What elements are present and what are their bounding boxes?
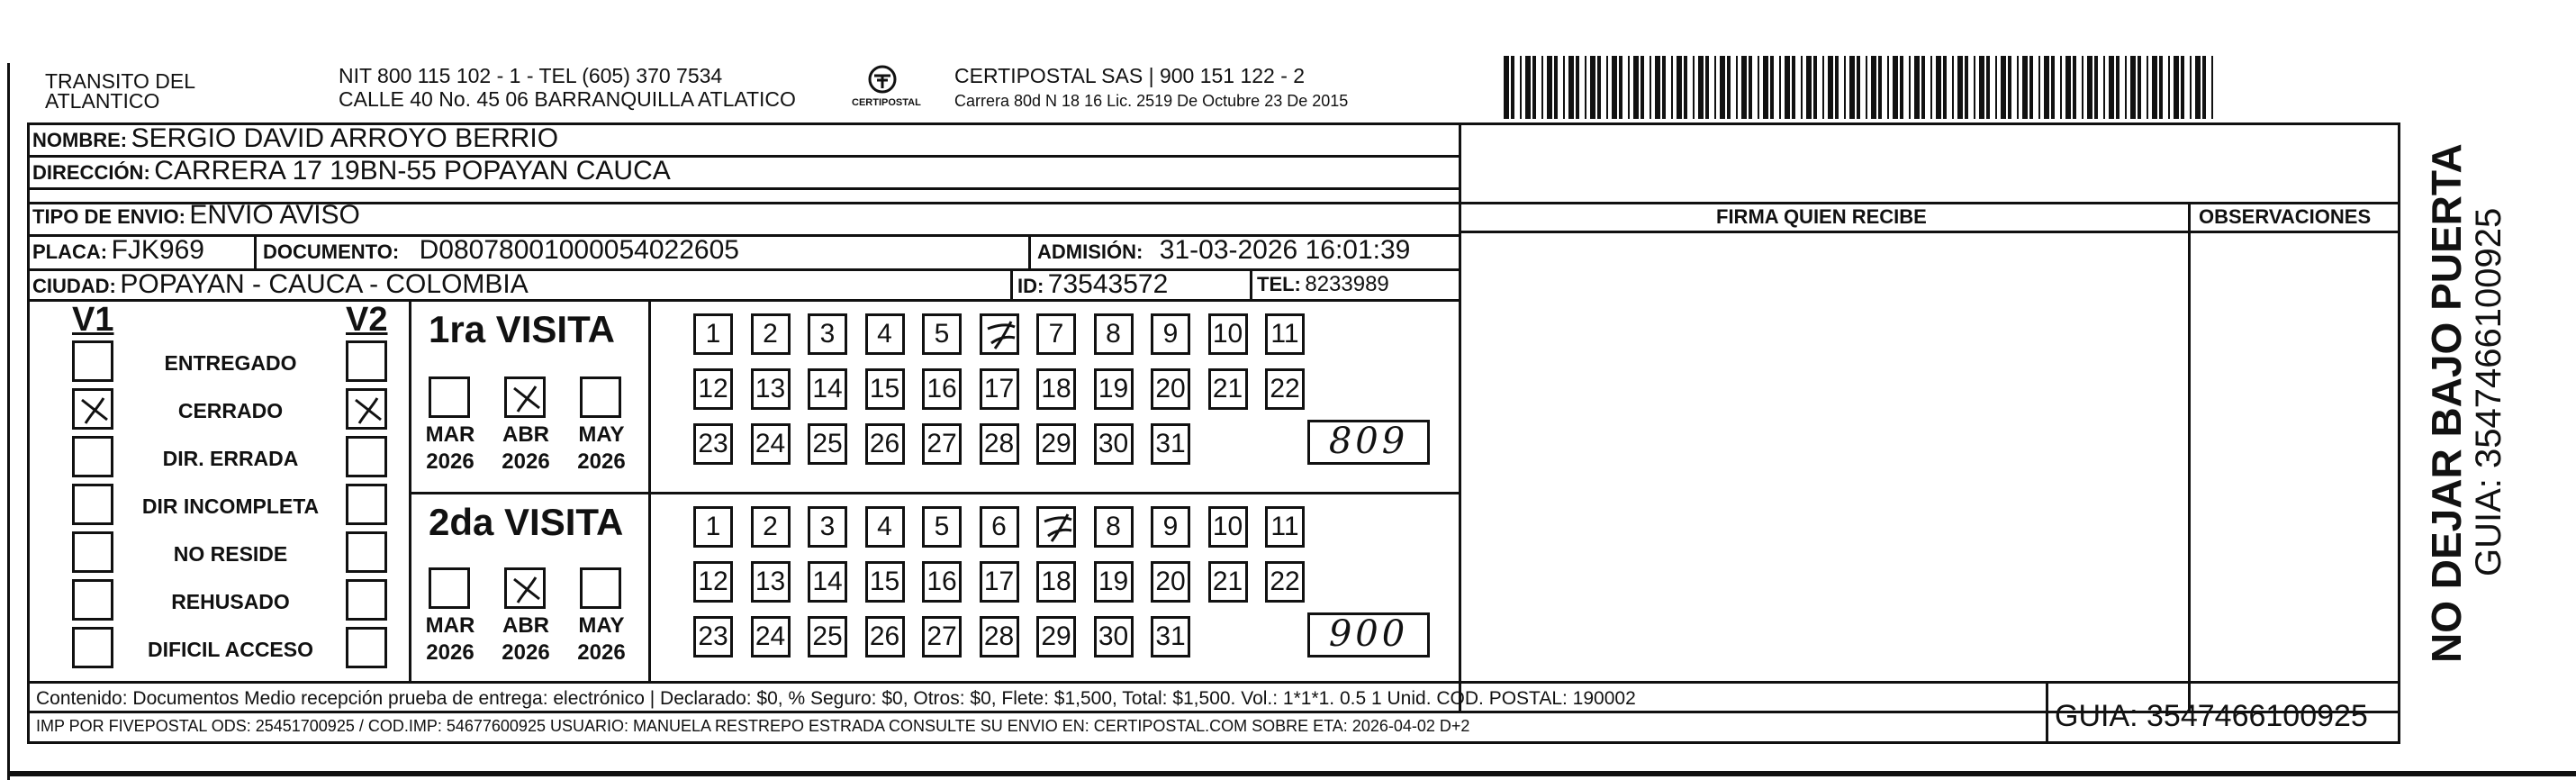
barcode-bar <box>2130 56 2136 119</box>
month-year: 2026 <box>577 449 626 474</box>
barcode-bar <box>1952 56 1954 119</box>
barcode-bar <box>1520 56 1522 119</box>
ciudad-value: POPAYAN - CAUCA - COLOMBIA <box>120 269 529 299</box>
barcode-bar <box>2138 56 2141 119</box>
tipo-value: ENVIO AVISO <box>189 200 360 230</box>
day-box: 9 <box>1151 313 1190 355</box>
day-box: 17 <box>980 561 1019 603</box>
barcode-bar <box>2159 56 2163 119</box>
barcode-bar <box>2094 56 2098 119</box>
barcode-bar <box>1677 56 1682 119</box>
documento-row <box>263 235 739 266</box>
month-year: 2026 <box>502 449 550 474</box>
day-box: 31 <box>1151 423 1190 465</box>
barcode-bar <box>1887 56 1889 119</box>
barcode-bar <box>1936 56 1941 119</box>
day-box: 30 <box>1094 616 1134 658</box>
header-company-line1: TRANSITO DEL <box>45 69 195 93</box>
barcode-bar <box>1792 56 1795 119</box>
barcode-bar <box>2001 56 2006 119</box>
day-box: 29 <box>1036 616 1076 658</box>
barcode-bar <box>1770 56 1774 119</box>
barcode-bar <box>1568 56 1574 119</box>
day-box: 12 <box>693 561 733 603</box>
barcode-bar <box>1763 56 1768 119</box>
observaciones-header: OBSERVACIONES <box>2199 205 2372 228</box>
barcode-bar <box>2008 56 2011 119</box>
barcode-bar <box>1749 56 1752 119</box>
header-courier: CERTIPOSTAL SAS | 900 151 122 - 2 <box>954 64 1306 87</box>
day-box: 17 <box>980 368 1019 410</box>
barcode-bar <box>1684 56 1687 119</box>
day-box: 20 <box>1151 561 1190 603</box>
barcode-bar <box>1866 56 1867 119</box>
month-checkbox <box>504 376 546 418</box>
documento-value: D08078001000054022605 <box>419 235 739 265</box>
tipo-row <box>32 200 360 231</box>
id-row <box>1017 269 1168 300</box>
footer-contenido: Contenido: Documentos Medio recepción prueba de entrega: electrónico | Declarado: $0, % Seguro: $0, Otros: $0, Flete: $1,500, Total: $1,500. Vol.: 1*1*1. 0.5 1 Unid. COD. POSTAL: 190002 <box>36 688 1636 709</box>
barcode-bar <box>2082 56 2083 119</box>
barcode-bar <box>1606 56 1608 119</box>
day-box: 27 <box>922 423 962 465</box>
barcode-bar <box>1974 56 1975 119</box>
v2-checkbox <box>346 484 387 525</box>
day-box: 15 <box>865 561 905 603</box>
barcode-bar <box>1641 56 1644 119</box>
bottom-edge-line <box>7 771 2576 776</box>
barcode-bar <box>1995 56 1997 119</box>
status-label: ENTREGADO <box>164 351 297 375</box>
barcode-bar <box>1857 56 1860 119</box>
v2-checkbox <box>346 340 387 382</box>
day-box: 16 <box>922 368 962 410</box>
month-name: MAR <box>425 613 475 638</box>
day-box: 21 <box>1208 368 1248 410</box>
v2-label: V2 <box>346 301 388 339</box>
day-box: 1 <box>693 313 733 355</box>
barcode-bar <box>1547 56 1552 119</box>
status-label: CERRADO <box>177 399 284 422</box>
barcode-bar <box>1590 56 1595 119</box>
day-box <box>980 313 1019 355</box>
month-name: MAY <box>578 422 625 447</box>
barcode-bar <box>1736 56 1738 119</box>
tel-value: 8233989 <box>1305 272 1389 296</box>
month-label <box>414 422 486 476</box>
v1-checkbox <box>72 627 113 668</box>
barcode-bar <box>1585 56 1586 119</box>
barcode-bar <box>1563 56 1565 119</box>
month-year: 2026 <box>502 640 550 665</box>
barcode-bar <box>1979 56 1984 119</box>
barcode-bar <box>1693 56 1695 119</box>
v2-checkbox <box>346 579 387 621</box>
day-box: 11 <box>1265 506 1305 548</box>
nombre-row <box>32 123 558 154</box>
barcode-bar <box>2044 56 2049 119</box>
month-year: 2026 <box>426 449 475 474</box>
month-label <box>490 422 562 476</box>
v1-checkbox <box>72 340 113 382</box>
month-label <box>414 612 486 667</box>
barcode-bar <box>1986 56 1990 119</box>
day-box: 19 <box>1094 561 1134 603</box>
day-box: 15 <box>865 368 905 410</box>
v2-checkbox <box>346 436 387 477</box>
certipostal-logo <box>850 63 921 113</box>
month-label <box>490 612 562 667</box>
day-box: 22 <box>1265 561 1305 603</box>
barcode-bar <box>1554 56 1558 119</box>
v1-checkbox <box>72 531 113 573</box>
barcode-bar <box>1957 56 1963 119</box>
tel-row <box>1257 272 1389 297</box>
header-license: Carrera 80d N 18 16 Lic. 2519 De Octubre 23 De 2015 <box>954 92 1349 110</box>
barcode-bar <box>2051 56 2055 119</box>
barcode-bar <box>1650 56 1651 119</box>
barcode-bar <box>1900 56 1903 119</box>
barcode-bar <box>1655 56 1660 119</box>
day-box: 5 <box>922 313 962 355</box>
direccion-row <box>32 156 671 186</box>
v1-checkbox <box>72 436 113 477</box>
barcode-bar <box>2152 56 2157 119</box>
footer-imp: IMP POR FIVEPOSTAL ODS: 25451700925 / COD.IMP: 54677600925 USUARIO: MANUELA RESTREPO ESTRADA CONSULTE SU ENVIO EN: CERTIPOSTAL.COM SOBRE ETA: 2026-04-02 D+2 <box>36 717 1470 735</box>
day-box: 2 <box>751 506 791 548</box>
barcode-bar <box>2168 56 2170 119</box>
barcode-bar <box>1813 56 1817 119</box>
day-box: 2 <box>751 313 791 355</box>
placa-value: FJK969 <box>111 235 204 265</box>
barcode-bar <box>1671 56 1673 119</box>
status-label: REHUSADO <box>171 590 290 613</box>
nombre-value: SERGIO DAVID ARROYO BERRIO <box>131 123 559 153</box>
barcode-bar <box>1525 56 1531 119</box>
barcode-bar <box>1779 56 1781 119</box>
barcode-bar <box>1504 56 1509 119</box>
barcode-bar <box>1698 56 1704 119</box>
barcode-bar <box>2022 56 2028 119</box>
barcode-bar <box>1822 56 1824 119</box>
day-box: 24 <box>751 423 791 465</box>
day-box: 13 <box>751 368 791 410</box>
footer-guia: GUIA: 3547466100925 <box>2055 699 2368 733</box>
barcode <box>1504 56 2219 119</box>
barcode-bar <box>1871 56 1876 119</box>
day-box: 8 <box>1094 313 1134 355</box>
barcode-bar <box>2038 56 2040 119</box>
day-box: 23 <box>693 616 733 658</box>
barcode-bar <box>2103 56 2105 119</box>
barcode-bar <box>2147 56 2148 119</box>
admision-label: ADMISIÓN: <box>1037 240 1143 263</box>
day-box: 8 <box>1094 506 1134 548</box>
day-box: 11 <box>1265 313 1305 355</box>
barcode-bar <box>1849 56 1855 119</box>
handwritten-time: 900 <box>1307 612 1430 658</box>
barcode-bar <box>2109 56 2114 119</box>
day-box: 26 <box>865 423 905 465</box>
left-edge-line <box>7 63 10 780</box>
barcode-bar <box>1662 56 1666 119</box>
admision-row <box>1037 235 1410 266</box>
barcode-bar <box>1930 56 1932 119</box>
day-box <box>1036 506 1076 548</box>
first-visit-title: 1ra VISITA <box>429 308 615 350</box>
barcode-bar <box>2065 56 2071 119</box>
day-box: 4 <box>865 506 905 548</box>
day-box: 12 <box>693 368 733 410</box>
barcode-bar <box>1741 56 1747 119</box>
day-box: 25 <box>808 423 847 465</box>
barcode-bar <box>2017 56 2019 119</box>
id-label: ID: <box>1017 275 1044 297</box>
day-box: 18 <box>1036 561 1076 603</box>
day-box: 24 <box>751 616 791 658</box>
barcode-bar <box>1878 56 1882 119</box>
barcode-bar <box>1720 56 1725 119</box>
day-box: 1 <box>693 506 733 548</box>
day-box: 9 <box>1151 506 1190 548</box>
day-box: 28 <box>980 423 1019 465</box>
day-box: 7 <box>1036 313 1076 355</box>
barcode-bar <box>2190 56 2192 119</box>
day-box: 16 <box>922 561 962 603</box>
day-box: 14 <box>808 368 847 410</box>
barcode-bar <box>2060 56 2062 119</box>
barcode-bar <box>1921 56 1925 119</box>
handwritten-time: 809 <box>1307 420 1430 465</box>
barcode-bar <box>1576 56 1579 119</box>
v1-label: V1 <box>72 301 114 339</box>
v1-checkbox <box>72 388 113 430</box>
month-year: 2026 <box>577 640 626 665</box>
barcode-bar <box>2202 56 2206 119</box>
barcode-bar <box>1612 56 1617 119</box>
barcode-bar <box>1785 56 1790 119</box>
day-box: 18 <box>1036 368 1076 410</box>
day-box: 23 <box>693 423 733 465</box>
barcode-bar <box>2211 56 2213 119</box>
barcode-bar <box>1844 56 1846 119</box>
day-box: 28 <box>980 616 1019 658</box>
barcode-bar <box>2181 56 2184 119</box>
day-box: 19 <box>1094 368 1134 410</box>
day-box: 27 <box>922 616 962 658</box>
barcode-bar <box>1532 56 1536 119</box>
day-box: 3 <box>808 506 847 548</box>
header-nit: NIT 800 115 102 - 1 - TEL (605) 370 7534 <box>339 64 723 87</box>
day-box: 13 <box>751 561 791 603</box>
day-box: 10 <box>1208 313 1248 355</box>
barcode-bar <box>1828 56 1833 119</box>
month-checkbox <box>429 376 470 418</box>
month-name: ABR <box>502 613 549 638</box>
month-label <box>565 612 637 667</box>
barcode-bar <box>1541 56 1543 119</box>
status-label: DIR. ERRADA <box>162 447 299 470</box>
barcode-bar <box>1714 56 1716 119</box>
barcode-bar <box>2073 56 2076 119</box>
admision-value: 31-03-2026 16:01:39 <box>1159 235 1411 265</box>
day-box: 26 <box>865 616 905 658</box>
barcode-bar <box>1633 56 1639 119</box>
v1-checkbox <box>72 484 113 525</box>
logo-text: CERTIPOSTAL <box>852 97 921 108</box>
barcode-bar <box>1835 56 1839 119</box>
barcode-bar <box>1619 56 1622 119</box>
month-name: MAY <box>578 613 625 638</box>
day-box: 30 <box>1094 423 1134 465</box>
month-label <box>565 422 637 476</box>
barcode-bar <box>1893 56 1898 119</box>
barcode-bar <box>1727 56 1731 119</box>
side-guia: GUIA: 3547466100925 <box>2469 207 2508 576</box>
day-box: 20 <box>1151 368 1190 410</box>
second-visit-title: 2da VISITA <box>429 501 624 543</box>
day-box: 29 <box>1036 423 1076 465</box>
v2-checkbox <box>346 388 387 430</box>
id-value: 73543572 <box>1047 269 1169 299</box>
direccion-value: CARRERA 17 19BN-55 POPAYAN CAUCA <box>154 156 671 186</box>
day-box: 10 <box>1208 506 1248 548</box>
day-box: 4 <box>865 313 905 355</box>
barcode-bar <box>1909 56 1911 119</box>
barcode-bar <box>1914 56 1920 119</box>
direccion-label: DIRECCIÓN: <box>32 161 150 184</box>
month-checkbox <box>580 567 621 609</box>
firma-header: FIRMA QUIEN RECIBE <box>1716 205 1927 228</box>
status-label: NO RESIDE <box>173 542 288 566</box>
month-name: MAR <box>425 422 475 447</box>
day-box: 5 <box>922 506 962 548</box>
barcode-bar <box>1801 56 1803 119</box>
status-label: DIR INCOMPLETA <box>141 494 320 518</box>
header-company-line2: ATLANTICO <box>45 89 160 113</box>
header-address: CALLE 40 No. 45 06 BARRANQUILLA ATLATICO <box>339 87 796 111</box>
barcode-bar <box>1943 56 1947 119</box>
day-box: 22 <box>1265 368 1305 410</box>
barcode-bar <box>1705 56 1709 119</box>
ciudad-row <box>32 269 529 300</box>
v1-checkbox <box>72 579 113 621</box>
status-label: DIFICIL ACCESO <box>147 638 313 661</box>
no-dejar-bajo-puerta: NO DEJAR BAJO PUERTA <box>2423 143 2470 663</box>
barcode-bar <box>2029 56 2033 119</box>
barcode-bar <box>2125 56 2127 119</box>
tipo-label: TIPO DE ENVIO: <box>32 205 185 228</box>
barcode-bar <box>1758 56 1759 119</box>
barcode-bar <box>1628 56 1630 119</box>
placa-label: PLACA: <box>32 240 108 263</box>
barcode-bar <box>2087 56 2092 119</box>
barcode-bar <box>1511 56 1514 119</box>
placa-row <box>32 235 204 266</box>
day-box: 21 <box>1208 561 1248 603</box>
barcode-bar <box>1806 56 1812 119</box>
barcode-bar <box>2116 56 2120 119</box>
month-year: 2026 <box>426 640 475 665</box>
v2-checkbox <box>346 627 387 668</box>
barcode-bar <box>1597 56 1601 119</box>
month-checkbox <box>580 376 621 418</box>
v2-checkbox <box>346 531 387 573</box>
day-box: 14 <box>808 561 847 603</box>
ciudad-label: CIUDAD: <box>32 275 116 297</box>
barcode-bar <box>1965 56 1968 119</box>
tel-label: TEL: <box>1257 273 1301 295</box>
barcode-bar <box>2195 56 2201 119</box>
month-checkbox <box>429 567 470 609</box>
day-box: 6 <box>980 506 1019 548</box>
month-name: ABR <box>502 422 549 447</box>
nombre-label: NOMBRE: <box>32 129 128 151</box>
month-checkbox <box>504 567 546 609</box>
documento-label: DOCUMENTO: <box>263 240 400 263</box>
barcode-bar <box>2174 56 2179 119</box>
day-box: 3 <box>808 313 847 355</box>
day-box: 25 <box>808 616 847 658</box>
day-box: 31 <box>1151 616 1190 658</box>
